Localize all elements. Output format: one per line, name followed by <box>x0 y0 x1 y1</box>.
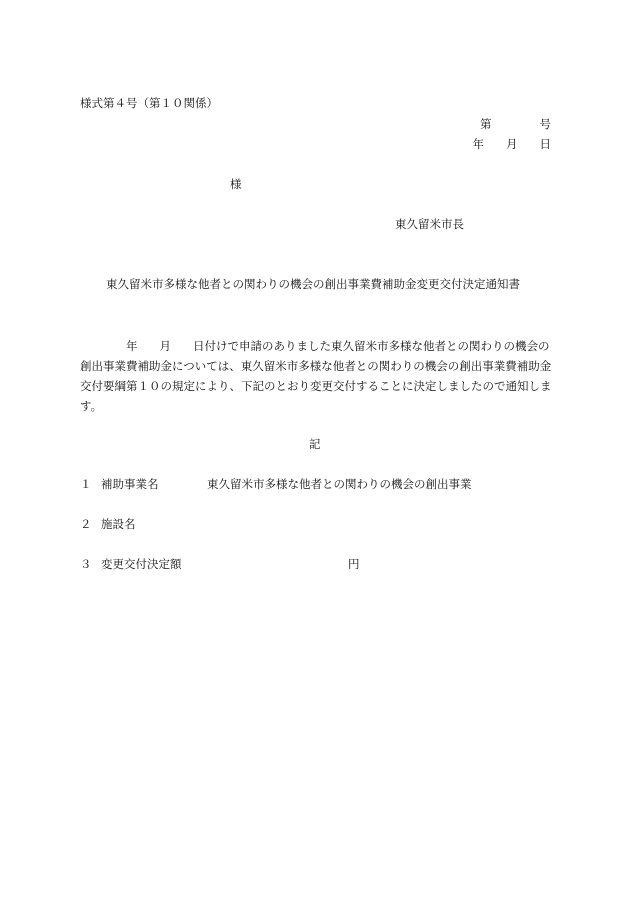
item-number: １ <box>80 477 92 491</box>
item-number: ３ <box>80 557 92 571</box>
item-label: 補助事業名 <box>101 477 159 491</box>
doc-number-suffix: 号 <box>539 117 551 131</box>
date-year: 年 <box>472 137 484 151</box>
sender-title: 東久留米市長 <box>395 217 464 231</box>
document-date-line <box>473 138 552 152</box>
item-value: 東久留米市多様な他者との関わりの機会の創出事業 <box>207 477 472 491</box>
body-paragraph <box>80 336 552 416</box>
doc-number-prefix: 第 <box>480 117 492 131</box>
item-label: 変更交付決定額 <box>101 557 182 571</box>
date-month: 月 <box>506 137 518 151</box>
document-number-line <box>480 118 551 132</box>
body-month: 月 <box>159 339 171 353</box>
item-value: 円 <box>348 557 360 571</box>
body-text: 日付けで申請のありました東久留米市多様な他者との関わりの機会の創出事業費補助金については、東久留米市多様な他者との関わりの機会の創出事業費補助金交付要綱第１０の規定により、下記のとおり変更交付することに決定しましたので通知します。 <box>80 339 552 413</box>
item-label: 施設名 <box>101 517 136 531</box>
form-number: 様式第４号（第１０関係） <box>80 96 218 110</box>
addressee-honorific: 様 <box>230 177 242 191</box>
item-number: ２ <box>80 517 92 531</box>
document-title: 東久留米市多様な他者との関わりの機会の創出事業費補助金変更交付決定通知書 <box>106 277 520 291</box>
body-year: 年 <box>126 339 138 353</box>
date-day: 日 <box>539 137 551 151</box>
ki-label: 記 <box>309 437 321 451</box>
